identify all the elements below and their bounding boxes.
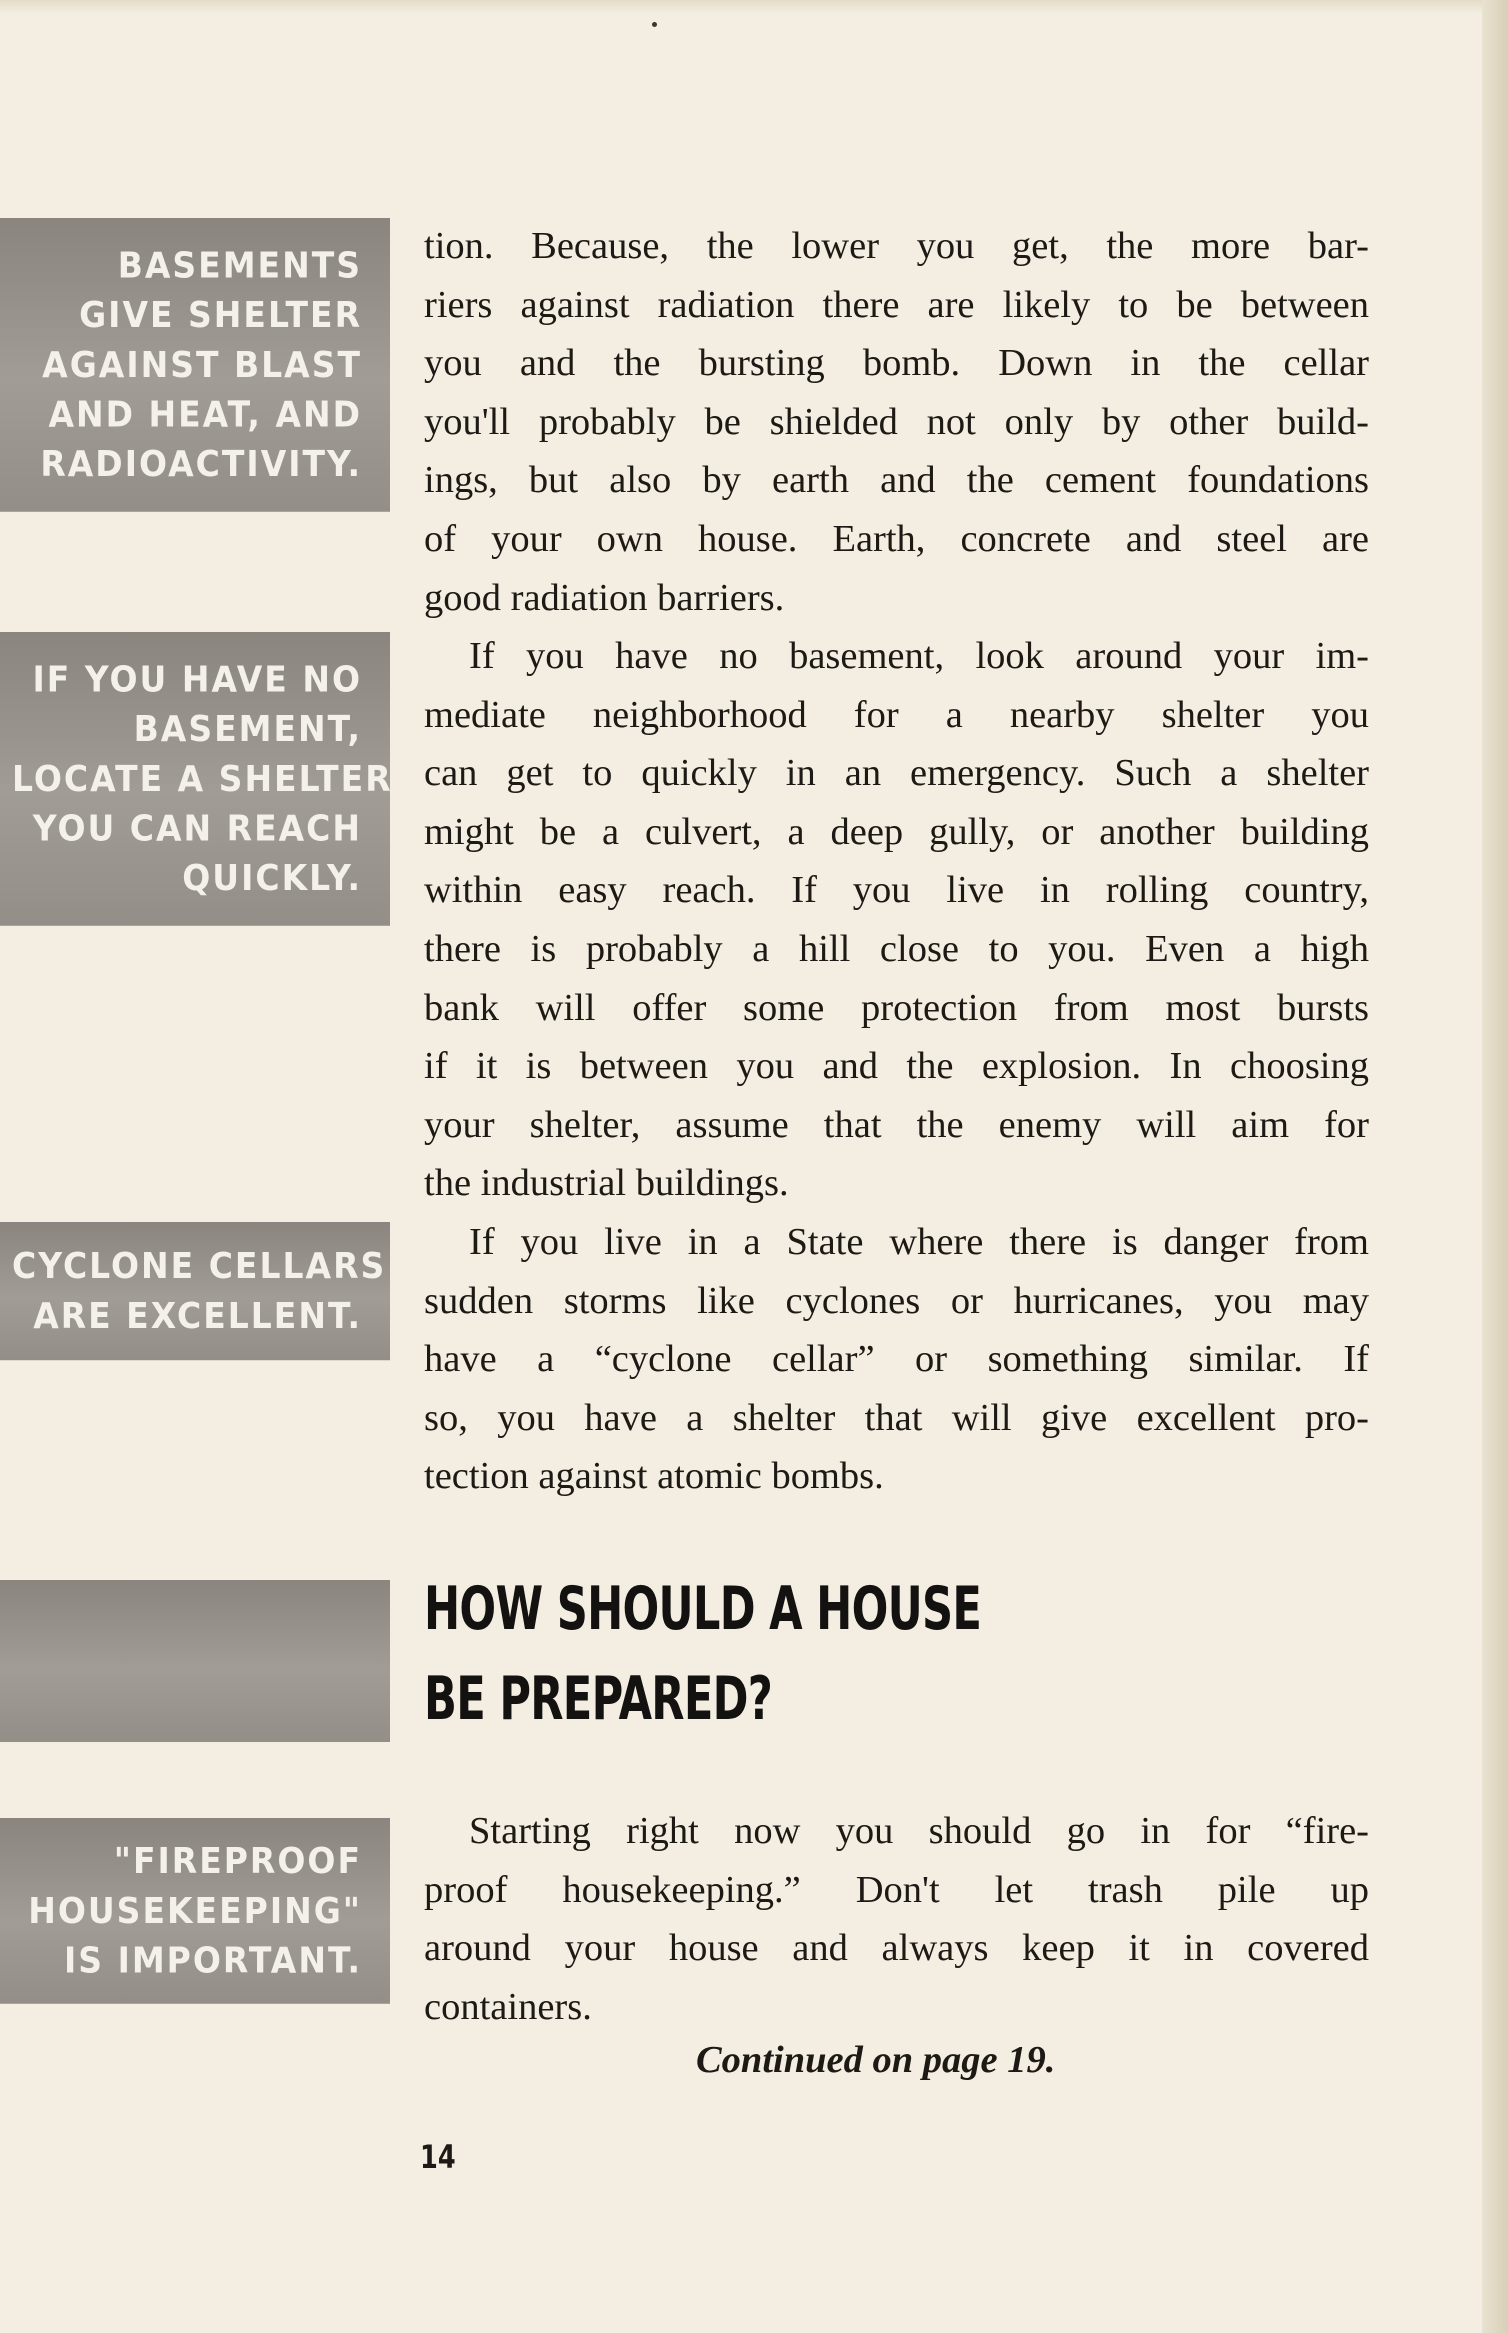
text-line: might be a culvert, a deep gully, or another building	[424, 810, 1369, 853]
text-line: you'll probably be shielded not only by other build-	[424, 400, 1369, 443]
page-edge	[1482, 0, 1508, 2333]
sidebar-note-line: QUICKLY.	[182, 856, 362, 899]
text-line: proof housekeeping.” Don't let trash pile up	[424, 1868, 1369, 1911]
sidebar-note-line: YOU CAN REACH	[32, 806, 362, 850]
text-line: if it is between you and the explosion. In choosing	[424, 1045, 1369, 1088]
sidebar-note-line: AND HEAT, AND	[48, 392, 362, 436]
text-line: good radiation barriers.	[424, 576, 785, 619]
sidebar-note-line: BASEMENTS	[117, 243, 362, 287]
text-line: within easy reach. If you live in rolling country,	[424, 869, 1369, 912]
text-line: tion. Because, the lower you get, the more bar-	[424, 225, 1369, 267]
sidebar-note-line: GIVE SHELTER	[79, 293, 362, 336]
sidebar-note-line: IF YOU HAVE NO	[32, 657, 362, 701]
text-line: ings, but also by earth and the cement foundations	[424, 459, 1369, 502]
section-heading	[424, 1564, 1000, 1744]
continued-note: Continued on page 19.	[696, 2039, 1056, 2081]
text-line: riers against radiation there are likely to be between	[424, 283, 1369, 326]
sidebar-note-line: LOCATE A SHELTER	[12, 757, 393, 800]
sidebar-note-line: "FIREPROOF	[113, 1839, 362, 1882]
text-line: bank will offer some protection from most bursts	[424, 986, 1369, 1029]
sidebar-note-line: ARE EXCELLENT.	[33, 1294, 362, 1337]
paragraph-cyclone-cellar	[424, 1213, 1369, 1506]
text-line: Starting right now you should go in for “fire-	[469, 1810, 1369, 1852]
sidebar-note-line: HOUSEKEEPING"	[28, 1889, 362, 1932]
sidebar-note-line: RADIOACTIVITY.	[40, 442, 362, 485]
text-line: If you live in a State where there is danger from	[469, 1221, 1369, 1263]
text-line: can get to quickly in an emergency. Such a shelter	[424, 752, 1369, 795]
sidebar-note-line: IS IMPORTANT.	[64, 1938, 362, 1982]
text-line: the industrial buildings.	[424, 1162, 789, 1205]
heading-line: BE PREPARED?	[424, 1664, 773, 1734]
text-line: tection against atomic bombs.	[424, 1455, 884, 1498]
text-line: you and the bursting bomb. Down in the cellar	[424, 342, 1369, 385]
text-line: around your house and always keep it in covered	[424, 1927, 1369, 1970]
paragraph-basement-shelter	[424, 217, 1369, 627]
text-line: mediate neighborhood for a nearby shelter you	[424, 693, 1369, 736]
sidebar-note-line: CYCLONE CELLARS	[12, 1244, 387, 1287]
sidebar-note-no-basement	[0, 632, 393, 926]
sidebar-note-cyclone-cellars	[0, 1222, 390, 1360]
text-line: so, you have a shelter that will give excellent pro-	[424, 1396, 1369, 1439]
sidebar-note-line: AGAINST BLAST	[42, 343, 362, 386]
sidebar-note-blank	[0, 1580, 390, 1742]
page-number: 14	[420, 2138, 456, 2176]
print-speck	[652, 22, 657, 27]
text-line: containers.	[424, 1985, 592, 2028]
paragraph-fireproof-housekeeping	[424, 1802, 1369, 2036]
page-top-shadow	[0, 0, 1508, 14]
sidebar-note-fireproof	[0, 1818, 390, 2004]
heading-line: HOW SHOULD A HOUSE	[424, 1574, 982, 1644]
text-line: sudden storms like cyclones or hurricanes, you may	[424, 1279, 1369, 1322]
text-line: If you have no basement, look around your im-	[469, 635, 1369, 677]
text-line: your shelter, assume that the enemy will aim for	[424, 1103, 1369, 1146]
sidebar-note-basements	[0, 218, 390, 512]
text-line: have a “cyclone cellar” or something similar. If	[424, 1338, 1369, 1381]
text-line: of your own house. Earth, concrete and steel are	[424, 517, 1369, 560]
text-line: there is probably a hill close to you. Even a high	[424, 927, 1369, 970]
paragraph-no-basement	[424, 627, 1369, 1213]
sidebar-note-line: BASEMENT,	[133, 707, 362, 750]
